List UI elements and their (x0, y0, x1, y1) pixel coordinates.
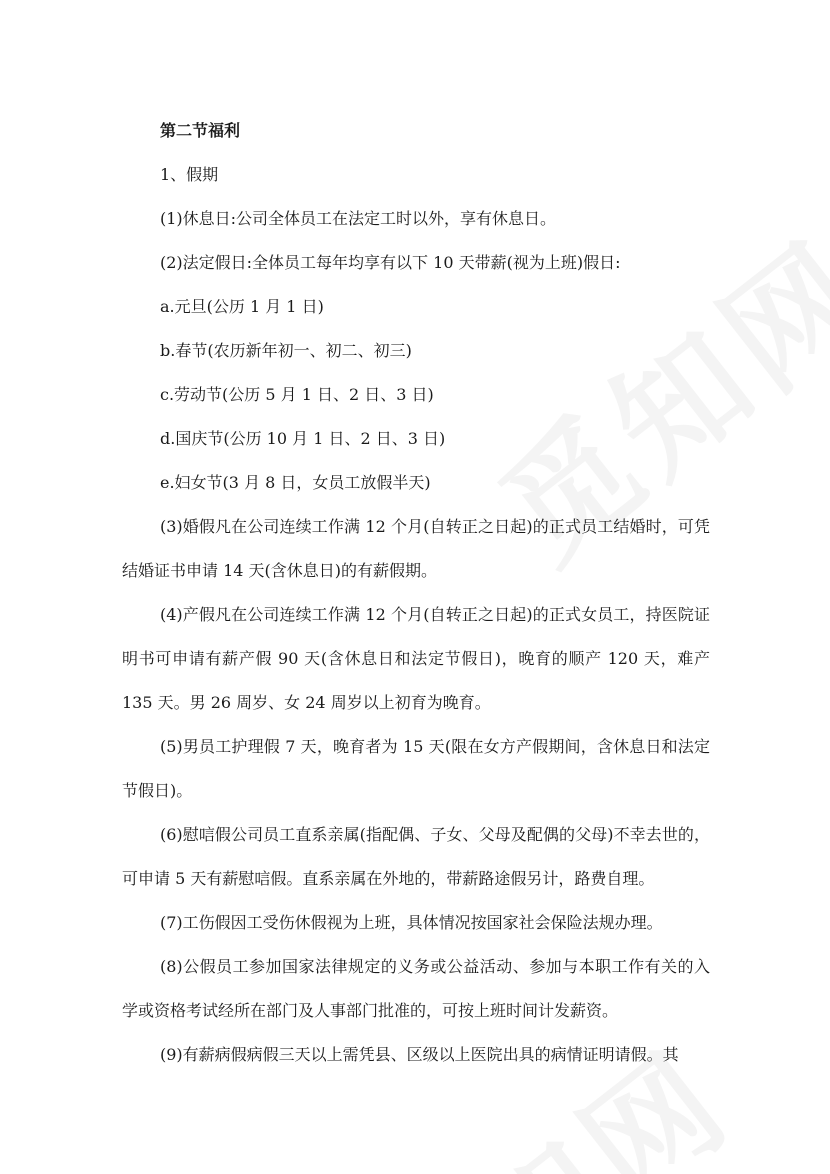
paragraph: (3)婚假凡在公司连续工作满 12 个月(自转正之日起)的正式员工结婚时，可凭结婚证书申请 14 天(含休息日)的有薪假期。 (122, 517, 710, 580)
list-item: a.元旦(公历 1 月 1 日) (160, 297, 324, 316)
list-item: b.春节(农历新年初一、初二、初三) (160, 341, 412, 360)
list-item: e.妇女节(3 月 8 日，女员工放假半天) (160, 473, 431, 492)
paragraph: (5)男员工护理假 7 天，晚育者为 15 天(限在女方产假期间，含休息日和法定节假日)。 (122, 737, 710, 800)
list-item: c.劳动节(公历 5 月 1 日、2 日、3 日) (160, 385, 434, 404)
document-body (122, 109, 710, 1077)
paragraph: (6)慰唁假公司员工直系亲属(指配偶、子女、父母及配偶的父母)不幸去世的，可申请 5 天有薪慰唁假。直系亲属在外地的，带薪路途假另计，路费自理。 (122, 825, 710, 888)
paragraph: (4)产假凡在公司连续工作满 12 个月(自转正之日起)的正式女员工，持医院证明书可申请有薪产假 90 天(含休息日和法定节假日)，晚育的顺产 120 天，难产 135 天。男 26 周岁、女 24 周岁以上初育为晚育。 (122, 605, 710, 712)
list-item: d.国庆节(公历 10 月 1 日、2 日、3 日) (160, 429, 446, 448)
paragraph: (8)公假员工参加国家法律规定的义务或公益活动、参加与本职工作有关的入学或资格考试经所在部门及人事部门批准的，可按上班时间计发薪资。 (122, 957, 710, 1020)
paragraph: (1)休息日:公司全体员工在法定工时以外，享有休息日。 (160, 209, 557, 228)
paragraph: (2)法定假日:全体员工每年均享有以下 10 天带薪(视为上班)假日: (160, 253, 621, 272)
paragraph: (7)工伤假因工受伤休假视为上班，具体情况按国家社会保险法规办理。 (160, 913, 663, 932)
paragraph: (9)有薪病假病假三天以上需凭县、区级以上医院出具的病情证明请假。其 (160, 1045, 679, 1064)
subsection-heading: 1、假期 (160, 165, 219, 184)
section-heading: 第二节福利 (160, 121, 241, 140)
